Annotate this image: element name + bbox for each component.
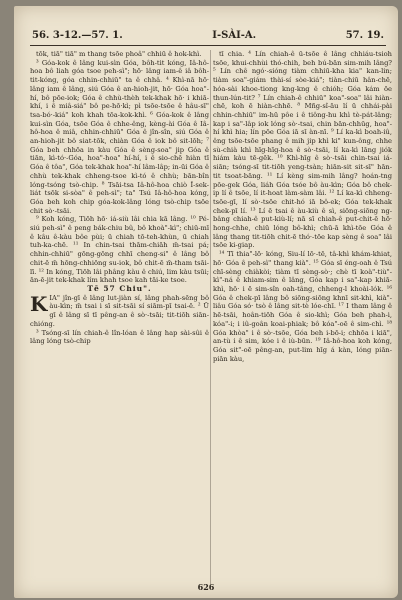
right-column	[213, 50, 392, 586]
chapter-paragraph-2: ³ Tsóng-sī lín chiah-ê lîn-lóan ê lâng hap sài-sûi ê lâng lóng tsò-chip	[30, 328, 209, 346]
column-divider	[210, 50, 211, 584]
chapter-paragraph-1	[30, 291, 209, 329]
right-paragraph-2: ¹⁴ Tī thia"-lō· kóng, Siu-lí lō·-tē, tâ-khì khám-khiat, hō· Góa ê peh-sì" thang kià". ¹⁵ Góa sī éng-oah ê Tsú chī-sèng chiàkòi; tiàm tī sèng-sò·; chè tī koà"-tiù"-kì"-ná ê khiam-sim ê lâng, Góa kap i sa"-kap khiā-khì, hō· i ē sim-sîn oah-tâng, chheng-l khoài-lók. ¹⁶ Góa ê chek-pī lâng bô siōng-siōng khnī sit-khì, kià"-liâu Góa só· tsò ê lâng sit-tè lóe-chī. ¹⁷ I tham lâng ê hē-tsāi, hoân-tiōh Góa ê sio-khì; Góa beh phah-i, kóa"-i; i iû-goân koai-phiak; bô kóa"-oē ê sim-chì. ¹⁸ Góa khòa" i ê sò·-tsōe, Góa beh i-bō-i; chhōa i kiā", an-tù i ê sim, kóe i ê iù-būn. ¹⁹ Iâ-hô-hoa koh kóng, Góa sit"-oē pêng-an, put-lim hīg á kàn, lóng piān-piān kàu,	[213, 250, 392, 363]
drop-cap: K	[30, 291, 48, 316]
page-number: 626	[197, 582, 215, 592]
header-verse-range-left: 56. 3-12.—57. 1.	[32, 29, 123, 41]
chapter-opening	[30, 291, 209, 329]
header-book-title: I-SÀI-A.	[212, 29, 257, 41]
left-paragraph-3: ⁹ Koh kóng, Tiōh hō· iá-siù lâi chia kā lâng. ¹⁰ Pé-siú peh-sì" ê peng bák-chiu bû, bô khoà"-kì"; chiū-mī ê kâu ê-kàu bôe pùi; ū chiah tō-teh-khùn, ū chiah tuh-ka-chē. ¹¹ In chin-tsai thām-chiāh m̄-tsai pá; chhin-chhiū" gōng-gōng chhī cheng-si" ê lâng bô chit-ē m̄ hōng-chhiōng su-iok, bô chit-ē m̄-tham tsāi-lī. ¹² In kóng, Tiōh lâi phâng kàu ê chiú, lim kàu tsūi; ān-ē-jit tek-khak lím khah tsoe kah tāi-ke tsoe.	[30, 215, 209, 285]
right-paragraph-1: tī chia. ⁴ Lín chiah-ê ū-tsōe ê lâng chhiáu-tsioh tsōe, khui-chhùi thó-chih, beh bú-bān sim-mih lâng? ⁵ Lín chê ngó·-sióng tiàm chhiū-kha kia" kan-lin; tiàm soa"-giám thài-sí sòe-kiá"; tiàn-chiū hân-chē, hóa-sài khoe-tiong kng-kng ê chióh; Góa kám ōe thun-lún-tit? ⁷ Lín chiah-ê chhiū" koa"-soa" lâi hiàn-chē, koh ē hiàn-chhē. ⁸ Mñg-sî-āu lí ū chhái-pài chhin-chhiū" im-hū pôe i ê tiông-hu khì tè-pát-lâng; kap i sa"-lâp iok lóng sò·-tsai, chin bān-chhūg, hoa"-hí khì hia; lín pōe Góa iā sī àn-nī. ⁹ Lí ka-kì boah-iû, êng tsōe-tsōe phang ê mih jip khì ki" kun-ông, chhe sù-chià khì hīg-hīg-hoa ê sò·-tsāi, lí ka-kì lāng jiók hiám kàu tē-gēk. ¹⁰ Khì-hīg ê sò·-tsāi chin-tsai iá-siān; tsóng-sī tit-tiōh yeng-tsàn; hiān-sit sit-sī" hān-tit tsoat-bāng. ¹¹ Lí kèng sim-mih lâng? hoán-tng pōe-gek Góa, liáh Góa tsóe bô àu-kìn; Góa bô chek-ip lí ê tsōe, lí it-hoat làm-sàm lâi. ¹² Lí ka-kì chheng-tsōe-gī, lí sò·-tsōe chit-hó iā bô-ek; Góa tek-khak chek-pī lí. ¹³ Lí ē tsai ê àu-kiù ê sì, siōng-siōng ng-bâng chiah-ê put-kiù-lí; nā sī chiah-ê put-chit-ē hō· hong-chhe, chiū lóng bô-khì; chū-ā khì-tōe Góa ê lâng thang tit-tiōh chit-ē thó·-tōe kap sèng ê soa" lâi tsōe ki-giap.	[213, 50, 392, 250]
header-verse-range-right: 57. 19.	[345, 29, 384, 41]
chapter-title: Tē 57 Chiu".	[87, 283, 152, 293]
header-rule	[30, 45, 386, 46]
left-paragraph-1: tōk, tiā" tiā" m thang tsōe phoâ" chhiū ê hok-khì.	[36, 50, 202, 58]
chapter-paragraph-1-text: IA" jîn-gī ê lâng lut-jiàn sí, lâng phah-sēng bô àu-kìn; m̄ tsai i sī sit-tsāi sí siām-pī tsai-ē. ² Ū gī ê lâng sī tī pêng-an ê sò·-tsāi; tit-tiōh siān-chióng.	[30, 293, 209, 328]
left-paragraph-2: ³ Góa-kok ê lâng kui-sìn Góa, bôh-tit kóng, Iâ-hô-hoa bô liah góa tsoe peh-sì"; hō· lâng iam-ê iâ bôh-tit-kóng, góa chhin-chhiū" ta ê chhâ. ⁴ Khì-nā hō· lâng iam ê lâng, siú Góa ê an-hioh-jit, hō· Góa hoa"-hí, bô pōe-iok; Góa ê chhù-thèh tek-khak hō· i khiā-khí, i ê miâ-siá" bô pe-hō·kì; pì tsōe-tsōe ê hâu-sī" tsa-bó·-kiá" koh khah tōa-kok-khì. ⁶ Góa-kok ê lâng kui-sìn Góa, tsōe Góa ê chhe-êng, kèng-ài Góa ê Iâ-hô-hoa ê miâ, chhin-chhiū" Góa ê jîn-sîn, siú Góa ê an-hioh-jit bô siat-tōk, chiàn Góa ê iok bô sit-lōh; ⁷ Góa beh chhōa in kàu Góa ê sèng-soa" jip Góa ê tiān, kì-tó·-Góa, hoa"-hoa" hí-hí, i ê sio-chē hiàn tī Góa ê tôa", Góa tek-khak hoa"-hí lâm-lâp; in-ūi Góa ê chhù tek-khak chheng-tsoe kì-tó ê chhù; bān-bîn lóng-tsóng tsò-chip. ⁸ Tsāi-tsa Iâ-hô-hoa chiò Î-sek-liát tsōk si-sòa" ê peh-sì"; ta" Tsú Iâ-hô-hoa kóng, Góa beh koh chip góa-kok-lâng lóng tsò-chip tsōe chit sò·-tsāi.	[30, 58, 209, 215]
running-header	[32, 28, 384, 42]
left-column	[30, 50, 209, 586]
book-page	[14, 6, 398, 598]
